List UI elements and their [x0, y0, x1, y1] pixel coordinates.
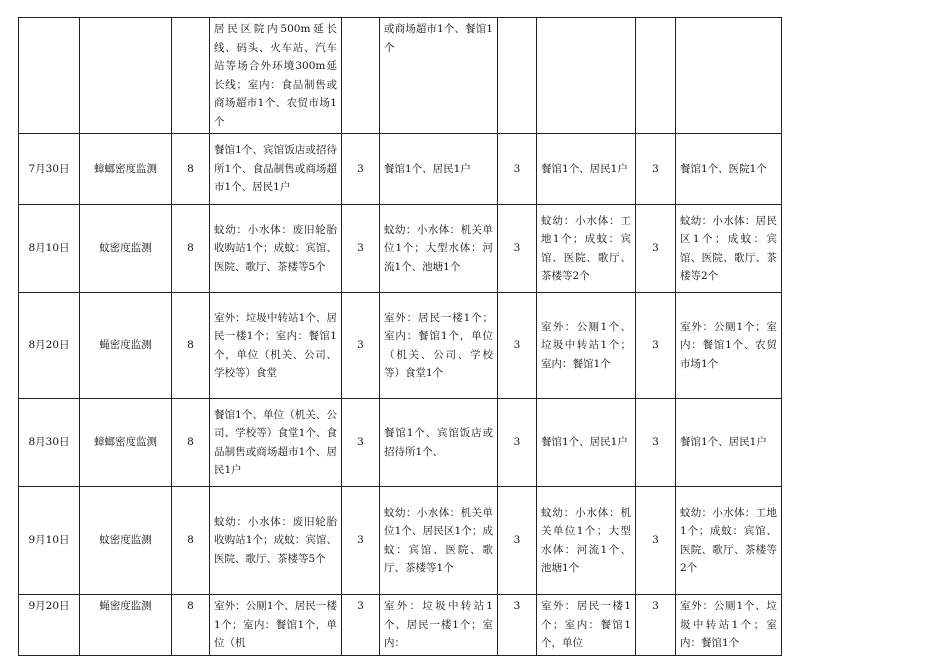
sites-cell: 室外：垃圾中转站1个、居民一楼1个；室内：餐馆1个，单位（机关、公司、学校等）食堂: [210, 293, 342, 399]
sites-cell: 蚊幼：小水体：废旧轮胎收购站1个；成蚊：宾馆、医院、歌厅、茶楼等5个: [210, 487, 342, 595]
monitoring-item-cell: [80, 18, 172, 134]
sites-cell: 餐馆1个、宾馆饭店或招待所1个、食品制售或商场超市1个、居民1户: [210, 134, 342, 205]
count-cell: 3: [342, 595, 380, 656]
count-cell: 8: [172, 399, 210, 487]
sites-cell: 蚊幼：小水体：工地1个；成蚊：宾馆、医院、歌厅、茶楼等2个: [537, 205, 636, 293]
count-cell: 8: [172, 487, 210, 595]
sites-cell: 室外：公厕1个；室内：餐馆1个、农贸市场1个: [676, 293, 782, 399]
sites-cell: [537, 18, 636, 134]
monitoring-item-cell: 蝇密度监测: [80, 293, 172, 399]
count-cell: 8: [172, 134, 210, 205]
monitoring-item-cell: 蝇密度监测: [80, 595, 172, 656]
date-cell: 7月30日: [19, 134, 80, 205]
sites-cell: 餐馆1个、居民1户: [537, 399, 636, 487]
table-row: [19, 293, 782, 399]
sites-cell: 或商场超市1个、餐馆1个: [380, 18, 498, 134]
sites-cell: 蚊幼：小水体：机关单位1个；大型水体：河流1个、池塘1个: [537, 487, 636, 595]
count-cell: 8: [172, 293, 210, 399]
table-body: [19, 18, 782, 656]
date-cell: 8月30日: [19, 399, 80, 487]
sites-cell: 蚊幼：小水体：居民区1个；成蚊：宾馆、医院、歌厅、茶楼等2个: [676, 205, 782, 293]
date-cell: 8月10日: [19, 205, 80, 293]
monitoring-item-cell: 蟑螂密度监测: [80, 134, 172, 205]
monitoring-schedule-table: [18, 17, 782, 656]
count-cell: 3: [342, 293, 380, 399]
table-row: [19, 134, 782, 205]
count-cell: 3: [636, 293, 676, 399]
count-cell: 3: [498, 293, 537, 399]
sites-cell: 餐馆1个、单位（机关、公司、学校等）食堂1个、食品制售或商场超市1个、居民1户: [210, 399, 342, 487]
count-cell: 8: [172, 205, 210, 293]
count-cell: 3: [636, 595, 676, 656]
count-cell: 3: [342, 205, 380, 293]
count-cell: 8: [172, 595, 210, 656]
count-cell: 3: [342, 399, 380, 487]
table-row: [19, 487, 782, 595]
table-row: [19, 205, 782, 293]
count-cell: 3: [636, 399, 676, 487]
sites-cell: 餐馆1个、居民1户: [676, 399, 782, 487]
sites-cell: 蚊幼：小水体：废旧轮胎收购站1个；成蚊：宾馆、医院、歌厅、茶楼等5个: [210, 205, 342, 293]
sites-cell: 蚊幼：小水体：机关单位1个、居民区1个；成蚊：宾馆、医院、歌厅、茶楼等1个: [380, 487, 498, 595]
table-row: [19, 595, 782, 656]
count-cell: 3: [498, 205, 537, 293]
monitoring-item-cell: 蚊密度监测: [80, 205, 172, 293]
count-cell: 3: [342, 487, 380, 595]
count-cell: 3: [636, 205, 676, 293]
sites-cell: 室外：公厕1个、居民一楼1个；室内：餐馆1个，单位（机: [210, 595, 342, 656]
sites-cell: 室外：居民一楼1个；室内：餐馆1个，单位（机关、公司、学校等）食堂1个: [380, 293, 498, 399]
date-cell: [19, 18, 80, 134]
date-cell: 9月20日: [19, 595, 80, 656]
count-cell: [172, 18, 210, 134]
count-cell: 3: [498, 487, 537, 595]
count-cell: 3: [342, 134, 380, 205]
count-cell: [636, 18, 676, 134]
count-cell: [498, 18, 537, 134]
monitoring-item-cell: 蟑螂密度监测: [80, 399, 172, 487]
count-cell: 3: [498, 134, 537, 205]
date-cell: 9月10日: [19, 487, 80, 595]
count-cell: 3: [636, 134, 676, 205]
sites-cell: 室外：公厕1个、垃圾中转站1个；室内：餐馆1个: [676, 595, 782, 656]
count-cell: 3: [636, 487, 676, 595]
sites-cell: 餐馆1个、宾馆饭店或招待所1个、: [380, 399, 498, 487]
sites-cell: 室外：公厕1个、垃圾中转站1个；室内：餐馆1个: [537, 293, 636, 399]
sites-cell: 餐馆1个、居民1户: [537, 134, 636, 205]
sites-cell: [676, 18, 782, 134]
sites-cell: 居民区院内500m延长线、码头、火车站、汽车站等场合外环境300m延长线；室内：食品制售或商场超市1个、农贸市场1个: [210, 18, 342, 134]
sites-cell: 蚊幼：小水体：机关单位1个；大型水体：河流1个、池塘1个: [380, 205, 498, 293]
table-row: [19, 399, 782, 487]
monitoring-item-cell: 蚊密度监测: [80, 487, 172, 595]
sites-cell: 蚊幼：小水体：工地1个；成蚊：宾馆、医院、歌厅、茶楼等2个: [676, 487, 782, 595]
count-cell: [342, 18, 380, 134]
count-cell: 3: [498, 399, 537, 487]
sites-cell: 室外：垃圾中转站1个、居民一楼1个；室内：: [380, 595, 498, 656]
count-cell: 3: [498, 595, 537, 656]
date-cell: 8月20日: [19, 293, 80, 399]
sites-cell: 餐馆1个、医院1个: [676, 134, 782, 205]
sites-cell: 餐馆1个、居民1户: [380, 134, 498, 205]
table-row: [19, 18, 782, 134]
sites-cell: 室外：居民一楼1个；室内：餐馆1个，单位: [537, 595, 636, 656]
